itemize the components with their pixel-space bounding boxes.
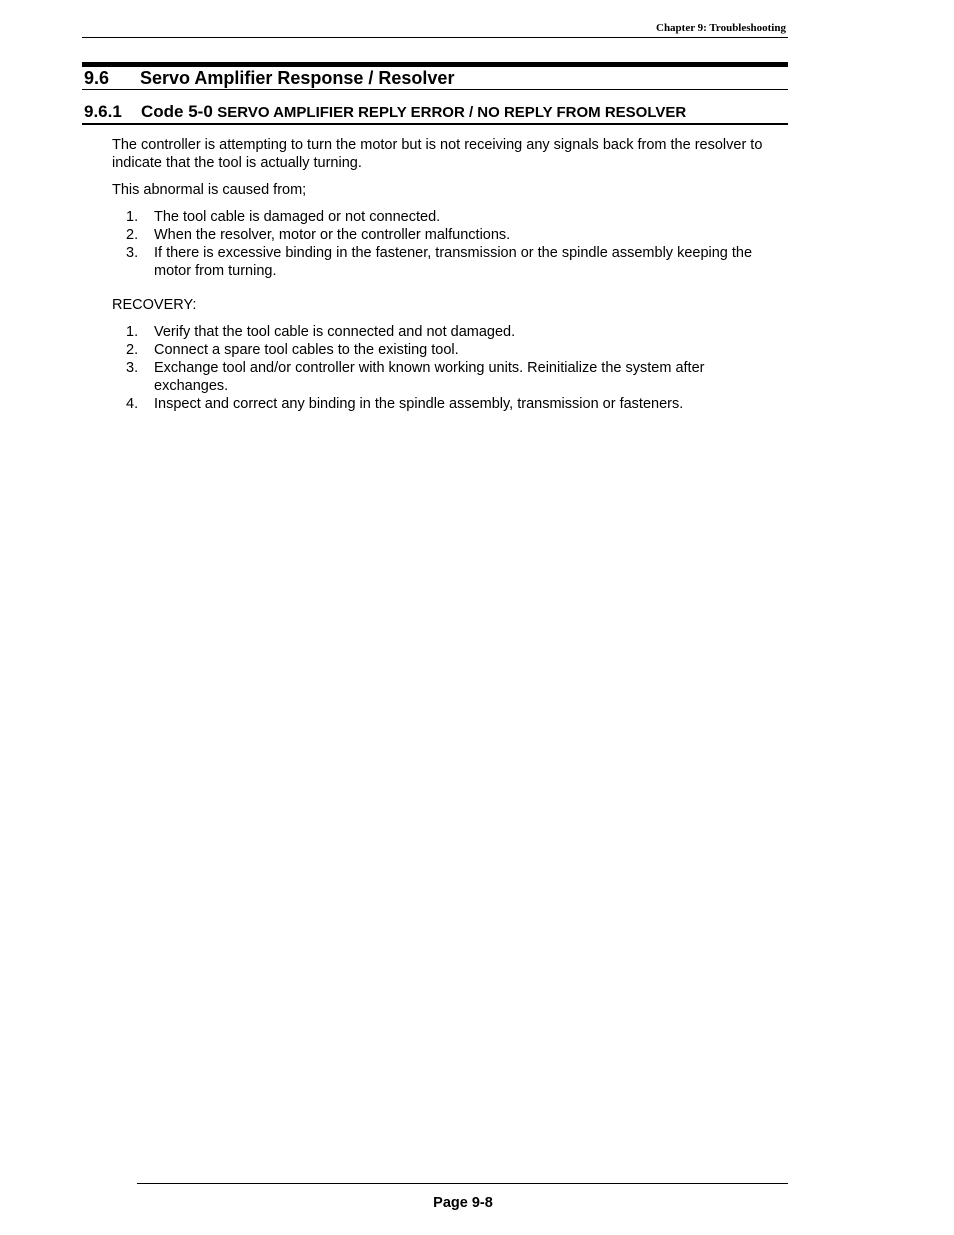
- list-text: Inspect and correct any binding in the spindle assembly, transmission or fasteners.: [154, 396, 684, 412]
- list-text: The tool cable is damaged or not connected.: [154, 209, 441, 225]
- recovery-label: RECOVERY:: [112, 297, 197, 313]
- cause-list: [112, 208, 782, 280]
- running-header: Chapter 9: Troubleshooting: [656, 22, 786, 34]
- list-number: 2.: [126, 342, 139, 358]
- list-item: [112, 359, 782, 395]
- list-item: [112, 226, 782, 244]
- subsection-code: Code 5-0: [141, 102, 213, 121]
- list-number: 2.: [126, 227, 139, 243]
- list-item: [112, 208, 782, 226]
- list-number: 1.: [126, 324, 139, 340]
- section-heading: [84, 68, 454, 89]
- recovery-list: [112, 323, 782, 413]
- list-text: Verify that the tool cable is connected and not damaged.: [154, 324, 516, 340]
- section-number: 9.6: [84, 68, 110, 88]
- list-number: 1.: [126, 209, 139, 225]
- subsection-number: 9.6.1: [84, 102, 122, 121]
- list-item: [112, 244, 782, 280]
- list-item: [112, 395, 782, 413]
- header-rule: [82, 37, 788, 38]
- list-item: [112, 341, 782, 359]
- list-text: Connect a spare tool cables to the existing tool.: [154, 342, 459, 358]
- subsection-title: SERVO AMPLIFIER REPLY ERROR / NO REPLY FROM RESOLVER: [217, 104, 687, 121]
- list-item: [112, 323, 782, 341]
- footer-rule: [137, 1183, 788, 1184]
- section-title: Servo Amplifier Response / Resolver: [140, 68, 455, 88]
- intro-paragraph: The controller is attempting to turn the motor but is not receiving any signals back from the resolver to indicate that the tool is actually turning.: [112, 137, 763, 171]
- page-number: Page 9-8: [433, 1195, 493, 1211]
- list-text: If there is excessive binding in the fastener, transmission or the spindle assembly keeping the motor from turning.: [154, 245, 753, 279]
- list-text: When the resolver, motor or the controller malfunctions.: [154, 227, 511, 243]
- subsection-heading: [84, 102, 686, 122]
- list-number: 4.: [126, 396, 139, 412]
- subsection-underline: [82, 123, 788, 125]
- list-text: Exchange tool and/or controller with known working units. Reinitialize the system after exchanges.: [154, 360, 705, 394]
- list-number: 3.: [126, 245, 139, 261]
- section-rule: [82, 62, 788, 67]
- cause-lead: This abnormal is caused from;: [112, 182, 307, 198]
- body-content: [112, 136, 782, 429]
- section-underline: [82, 89, 788, 90]
- list-number: 3.: [126, 360, 139, 376]
